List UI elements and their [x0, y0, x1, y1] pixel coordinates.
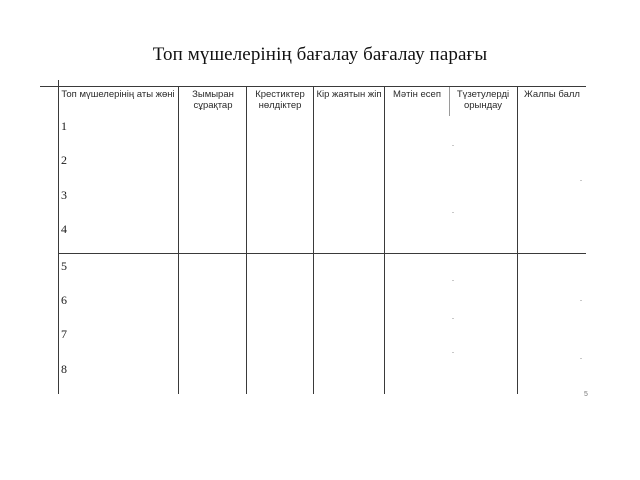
header-rocket-questions: Зымыран сұрақтар	[192, 89, 234, 111]
row-number: 8	[61, 362, 67, 376]
column-divider	[517, 86, 518, 394]
column-divider	[384, 86, 385, 394]
column-divider-faint	[449, 86, 450, 116]
scan-speck	[580, 358, 582, 359]
scan-speck	[452, 212, 454, 213]
row-number: 4	[61, 222, 67, 236]
column-divider	[178, 86, 179, 394]
column-divider	[313, 86, 314, 394]
row-number: 6	[61, 293, 67, 307]
page-title: Топ мүшелерінің бағалау бағалау парағы	[152, 44, 488, 65]
page-mark: 5	[584, 391, 588, 398]
table-left-border	[58, 80, 59, 394]
header-member-name: Топ мүшелерінің аты жөні	[61, 89, 175, 100]
scan-speck	[580, 180, 582, 181]
row-number: 7	[61, 327, 67, 341]
scan-speck	[452, 280, 454, 281]
header-text-problem: Мәтін есеп	[392, 89, 441, 100]
table-middle-rule	[58, 253, 586, 254]
row-number: 1	[61, 119, 67, 133]
table-top-border	[40, 86, 586, 87]
scan-speck	[452, 145, 454, 146]
header-tic-tac-toe: Крестиктер нөлдіктер	[255, 89, 305, 111]
header-clothesline: Кір жаятын жіп	[316, 89, 382, 100]
scan-speck	[452, 352, 454, 353]
row-number: 2	[61, 153, 67, 167]
header-total-score: Жалпы балл	[524, 89, 580, 100]
scan-speck	[580, 300, 582, 301]
row-number: 5	[61, 259, 67, 273]
column-divider	[246, 86, 247, 394]
scan-speck	[452, 318, 454, 319]
row-number: 3	[61, 188, 67, 202]
header-corrections: Түзетулерді орындау	[456, 89, 510, 111]
